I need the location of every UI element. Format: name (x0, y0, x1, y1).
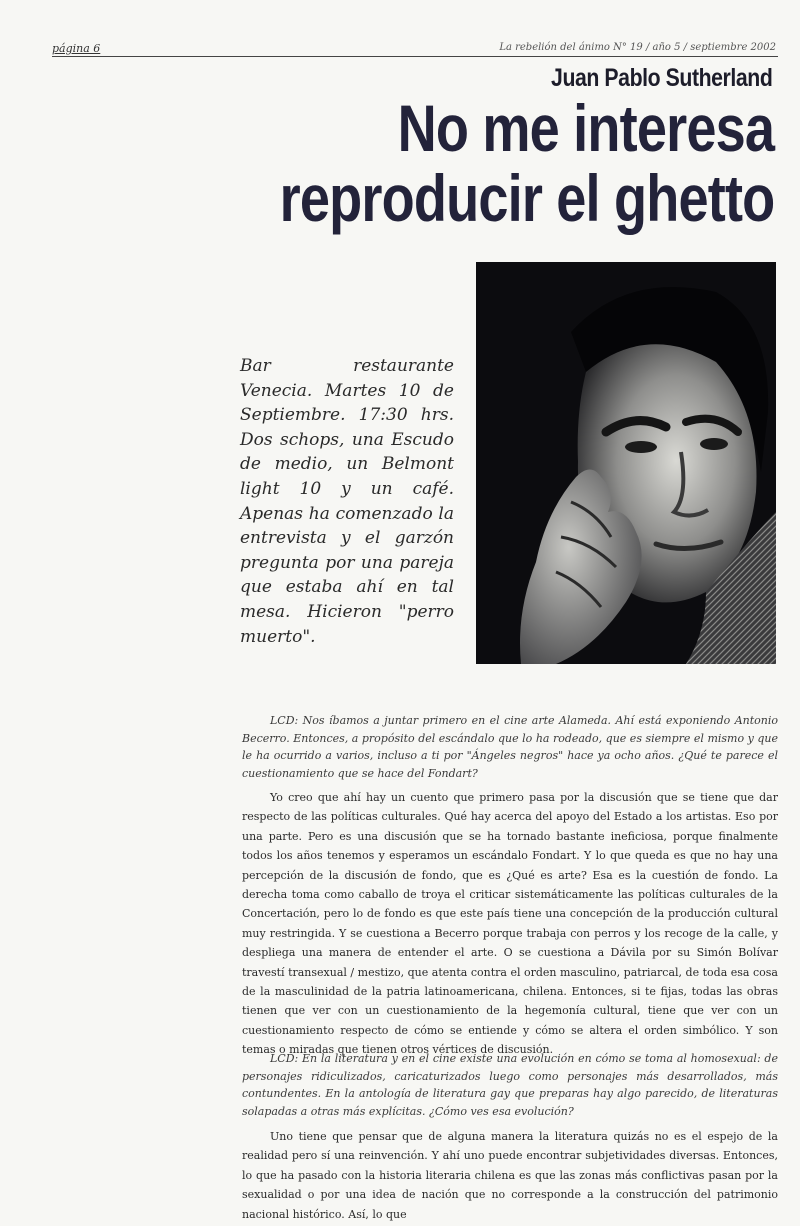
article-title-line-1: No me interesa (397, 91, 774, 165)
article-author: Juan Pablo Sutherland (550, 64, 772, 92)
page-number: página 6 (52, 42, 101, 55)
question-2: LCD: En la literatura y en el cine existe una evolución en cómo se toma al homosexual: de personajes ridiculizados, caricaturizados luego como personajes más desarrollados, más contundentes. En la antología de literatura gay que preparas hay algo parecido, de literaturas solapadas a otras más explícitas. ¿Cómo ves esa evolución? (242, 1052, 778, 1118)
portrait-illustration (476, 262, 776, 664)
answer-1: Yo creo que ahí hay un cuento que primero pasa por la discusión que se tiene que dar respecto de las políticas culturales. Qué hay acerca del apoyo del Estado a los artistas. Eso por una parte. Pero es una discusión que se ha tornado bastante ineficiosa, porque finalmente todos los años tenemos y esperamos un escándalo Fondart. Y lo que queda es que no hay una percepción de la discusión de fondo, que es ¿Qué es arte? Esa es la cuestión de fondo. La derecha toma como caballo de troya el criticar sistemáticamente las políticas culturales de la Concertación, pero lo de fondo es que este país tiene una concepción de la producción cultural muy restringida. Y se cuestiona a Becerro porque trabaja con perros y los recoge de la calle, y despliega una manera de entender el arte. O se cuestiona a Dávila por su Simón Bolívar travestí transexual / mestizo, que atenta contra el orden masculino, patriarcal, de toda esa cosa de la masculinidad de la patria latinoamericana, chilena. Entonces, si te fijas, todas las obras tienen que ver con un cuestionamiento de la hegemonía cultural, tiene que ver con un cuestionamiento respecto de cómo se entiende y cómo se altera el orden simbólico. Y son temas o miradas que tienen otros vértices de discusión. (242, 791, 778, 1057)
issue-info: La rebelión del ánimo N° 19 / año 5 / septiembre 2002 (499, 42, 776, 53)
question-1: LCD: Nos íbamos a juntar primero en el cine arte Alameda. Ahí está exponiendo Antonio Becerro. Entonces, a propósito del escándalo que lo ha rodeado, que es siempre el mismo y que le ha ocurrido a varios, incluso a ti por "Ángeles negros" hace ya ocho años. ¿Qué te parece el cuestionamiento que se hace del Fondart? (242, 714, 778, 780)
author-portrait-photo (476, 262, 776, 664)
article-title-line-2: reproducir el ghetto (279, 161, 774, 235)
header-divider (52, 56, 778, 57)
answer-2: Uno tiene que pensar que de alguna manera la literatura quizás no es el espejo de la realidad pero sí una reinvención. Y ahí uno puede encontrar subjetividades diversas. Entonces, lo que ha pasado con la historia literaria chilena es que las zonas más conflictivas pasan por la sexualidad o por una idea de nación que no corresponde a la construcción del patrimonio nacional histórico. Así, lo que (242, 1130, 778, 1221)
article-intro: Bar restaurante Venecia. Martes 10 de Septiembre. 17:30 hrs. Dos schops, una Escudo de medio, un Belmont light 10 y un café. Apenas ha comenzado la entrevista y el garzón pregunta por una pareja que estaba ahí en tal mesa. Hicieron "perro muerto". (240, 356, 454, 647)
